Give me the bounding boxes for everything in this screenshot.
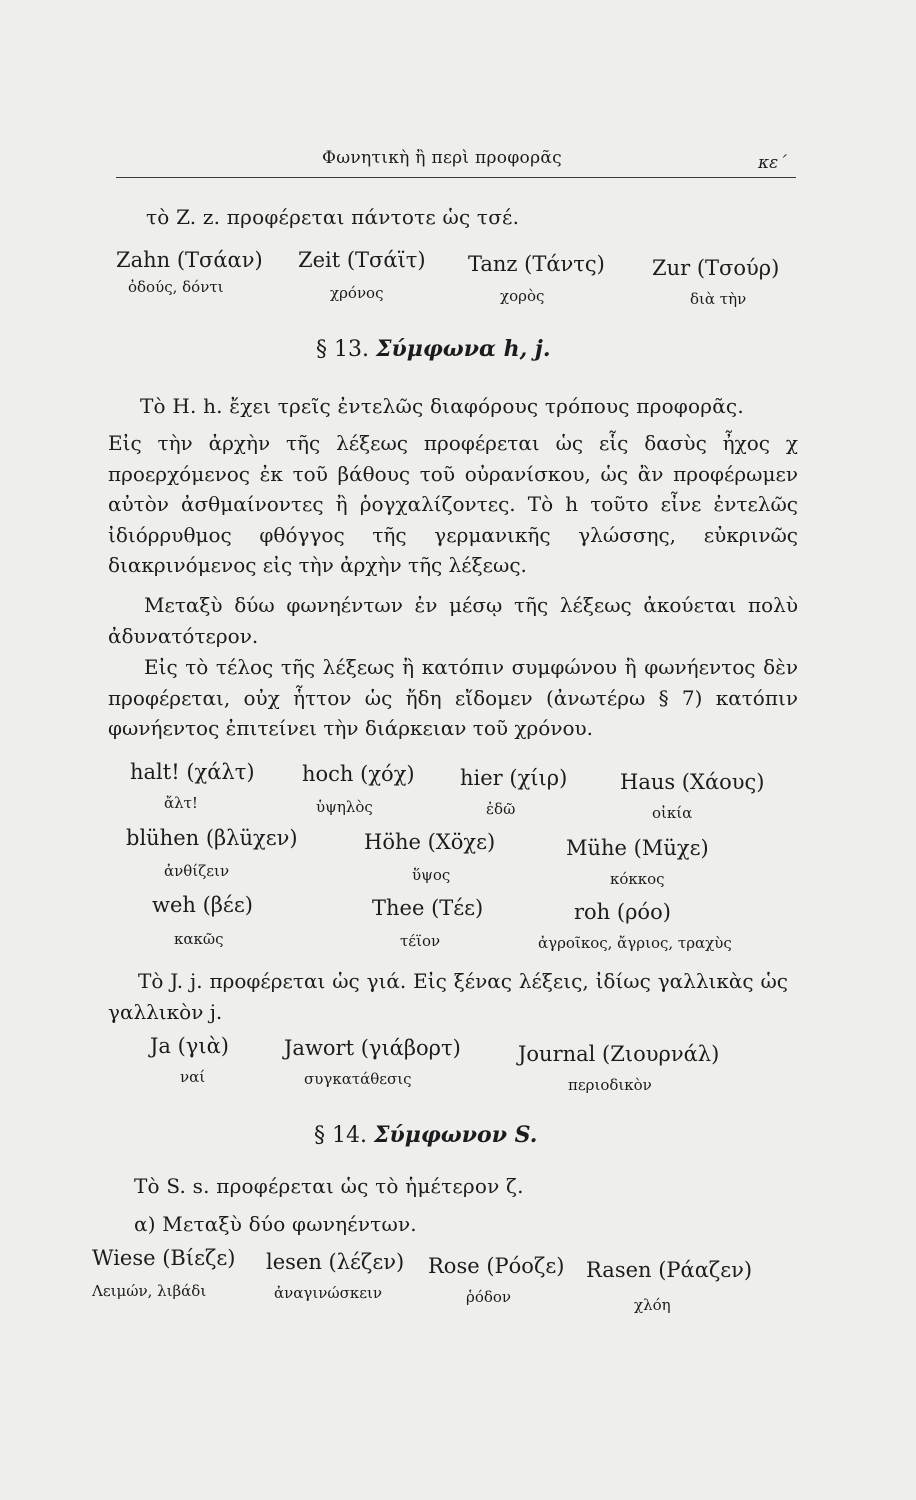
header-rule <box>116 177 796 178</box>
paragraph <box>108 966 788 1027</box>
example-word: weh (βέε) <box>152 893 253 917</box>
paragraph <box>108 590 798 651</box>
example-gloss: Λειμών, λιβάδι <box>92 1282 207 1300</box>
example-word: blühen (βλüχεν) <box>126 826 298 850</box>
example-gloss: συγκατάθεσις <box>304 1070 412 1088</box>
example-word: Rasen (Ράαζεν) <box>586 1258 753 1282</box>
example-word: Wiese (Βίεζε) <box>92 1246 236 1270</box>
example-word: halt! (χάλτ) <box>130 760 255 784</box>
example-word: roh (ρόο) <box>574 900 671 924</box>
example-word: Zahn (Τσάαν) <box>116 248 263 272</box>
example-gloss: οἰκία <box>652 804 693 822</box>
example-gloss: ὕψος <box>412 866 451 884</box>
section-number: § 13. <box>316 337 369 362</box>
section-heading <box>316 336 551 362</box>
paragraph-text: Εἰς τὴν ἀρχὴν τῆς λέξεως προφέρεται ὡς εἷς δασὺς ἦχος χ προερχόμενος ἐκ τοῦ βάθους τοῦ οὐρανίσκου, ὡς ἂν προφέρωμεν αὐτὸν ἀσθμαίνοντες ἢ ῥογχαλίζοντες. Τὸ h τοῦτο εἶνε ἐντελῶς ἰδιόρρυθμος φθόγγος τῆς γερμανικῆς γλώσσης, εὐκρινῶς διακρινόμενος εἰς τὴν ἀρχὴν τῆς λέξεως. <box>108 431 798 577</box>
h-intro: Τὸ H. h. ἔχει τρεῖς ἐντελῶς διαφόρους τρόπους προφορᾶς. <box>140 394 744 418</box>
paragraph <box>108 428 798 581</box>
example-word: Ja (γιὰ) <box>150 1034 229 1058</box>
example-word: Journal (Ζιουρνάλ) <box>518 1042 720 1066</box>
section-heading <box>314 1122 537 1148</box>
paragraph-text: Εἰς τὸ τέλος τῆς λέξεως ἢ κατόπιν συμφώνου ἢ φωνήεντος δὲν προφέρεται, οὐχ ἧττον ὡς ἤδη εἴδομεν (ἀνωτέρω § 7) κατόπιν φωνήεντος ἐπιτείνει τὴν διάρκειαν τοῦ χρόνου. <box>108 655 798 740</box>
example-word: Thee (Τέε) <box>372 896 484 920</box>
example-gloss: ῥόδον <box>466 1288 512 1306</box>
example-gloss: περιοδικὸν <box>568 1076 652 1094</box>
example-gloss: χρόνος <box>330 284 384 302</box>
example-word: Haus (Χάους) <box>620 770 765 794</box>
s-subpoint: α) Μεταξὺ δύο φωνηέντων. <box>134 1212 417 1236</box>
example-word: hoch (χόχ) <box>302 762 415 786</box>
paragraph <box>108 652 798 744</box>
paragraph-text: Μεταξὺ δύω φωνηέντων ἐν μέσῳ τῆς λέξεως ἀκούεται πολὺ ἀδυνατότερον. <box>108 593 798 648</box>
example-gloss: ἀγροῖκος, ἄγριος, τραχὺς <box>538 934 732 952</box>
example-word: Mühe (Müχε) <box>566 836 709 860</box>
example-gloss: ὀδούς, δόντι <box>128 278 224 296</box>
example-gloss: ἄλτ! <box>164 794 198 812</box>
example-gloss: κακῶς <box>174 930 224 948</box>
example-word: Jawort (γιάβορτ) <box>284 1036 461 1060</box>
example-gloss: κόκκος <box>610 870 665 888</box>
example-word: Zeit (Τσάϊτ) <box>298 248 426 272</box>
example-word: lesen (λέζεν) <box>266 1250 405 1274</box>
example-gloss: ἐδῶ <box>486 800 516 818</box>
example-gloss: ἀνθίζειν <box>164 862 230 880</box>
example-word: Höhe (Xöχε) <box>364 830 496 854</box>
example-word: hier (χίιρ) <box>460 766 568 790</box>
paragraph-text: Τὸ J. j. προφέρεται ὡς γιά. Εἰς ξένας λέξεις, ἰδίως γαλλικὰς ὡς γαλλικὸν j. <box>108 969 788 1024</box>
z-intro: τὸ Z. z. προφέρεται πάντοτε ὡς τσέ. <box>146 205 520 229</box>
example-gloss: χορὸς <box>500 287 545 305</box>
example-gloss: διὰ τὴν <box>690 290 747 308</box>
s-intro: Τὸ S. s. προφέρεται ὡς τὸ ἡμέτερον ζ. <box>134 1174 524 1198</box>
section-number: § 14. <box>314 1123 367 1148</box>
example-word: Zur (Τσούρ) <box>652 256 780 280</box>
example-gloss: ἀναγινώσκειν <box>274 1284 382 1302</box>
example-gloss: τέϊον <box>400 932 441 950</box>
example-gloss: χλόη <box>634 1296 671 1314</box>
section-title: Σύμφωνα h, j. <box>375 336 551 362</box>
page-number: κε΄ <box>758 153 787 173</box>
example-gloss: ναί <box>180 1068 206 1086</box>
example-word: Rose (Ρόοζε) <box>428 1254 565 1278</box>
example-word: Tanz (Τάντς) <box>468 252 605 276</box>
example-gloss: ὑψηλὸς <box>316 798 373 816</box>
running-header: Φωνητικὴ ἢ περὶ προφορᾶς <box>322 148 562 168</box>
section-title: Σύμφωνον S. <box>373 1122 538 1148</box>
